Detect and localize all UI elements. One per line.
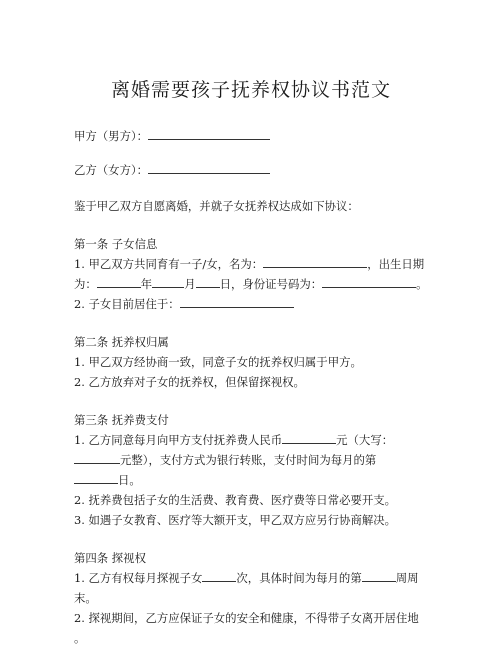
intro-paragraph: 鉴于甲乙双方自愿离婚，并就子女抚养权达成如下协议： [74, 199, 359, 213]
party-a-blank[interactable] [148, 127, 270, 140]
document-title: 离婚需要孩子抚养权协议书范文 [110, 79, 391, 101]
day-label: 日。 [118, 473, 141, 487]
id-number-blank[interactable] [322, 275, 416, 288]
clause-line: 1. 甲乙双方经协商一致，同意子女的抚养权归属于甲方。 [74, 355, 362, 369]
section-2 [74, 332, 428, 392]
section-heading: 第一条 子女信息 [74, 237, 158, 251]
party-a-label: 甲方（男方）： [74, 129, 149, 143]
month-label: 月 [184, 277, 196, 291]
payment-method-label: 元整），支付方式为银行转账，支付时间为每月的第 [120, 453, 377, 467]
amount-words-blank[interactable] [74, 451, 120, 464]
section-heading: 第四条 探视权 [74, 551, 146, 565]
clause-line: 2. 抚养费包括子女的生活费、教育费、医疗费等日常必要开支。 [74, 493, 397, 507]
child-name-blank[interactable] [263, 255, 367, 268]
party-b-label: 乙方（女方）： [74, 163, 149, 177]
child-name-label: 1. 甲乙双方共同育有一子/女，名为： [74, 257, 264, 271]
section-4 [74, 548, 428, 648]
clause-line: 2. 探视期间，乙方应保证子女的安全和健康，不得带子女离开居住地 [74, 611, 419, 625]
id-number-label: 日，身份证号码为： [219, 277, 323, 291]
residence-label: 2. 子女目前居住于： [74, 297, 180, 311]
residence-line [74, 294, 428, 314]
visit-count-blank[interactable] [202, 569, 236, 582]
payment-day-blank[interactable] [74, 471, 118, 484]
clause-line: 。 [74, 631, 86, 645]
child-name-line [74, 254, 428, 274]
payment-day-line [74, 470, 428, 490]
birth-label: 为： [74, 277, 97, 291]
clause-line: 3. 如遇子女教育、医疗等大额开支，甲乙双方应另行协商解决。 [74, 513, 397, 527]
support-amount-line [74, 430, 428, 450]
period: 。 [416, 277, 428, 291]
clause-line: 2. 乙方放弃对子女的抚养权，但保留探视权。 [74, 375, 305, 389]
visit-week-blank[interactable] [362, 569, 396, 582]
party-a-line [74, 126, 428, 146]
payment-line [74, 450, 428, 470]
clause-line: 末。 [74, 591, 97, 605]
support-amount-label: 1. 乙方同意每月向甲方支付抚养费人民币 [74, 433, 283, 447]
weekend-label: 周周 [395, 571, 419, 585]
amount-words-label: 元（大写： [336, 433, 394, 447]
birth-date-label: ，出生日期 [367, 257, 425, 271]
birth-month-blank[interactable] [152, 275, 184, 288]
residence-blank[interactable] [180, 295, 294, 308]
section-3 [74, 410, 428, 530]
section-heading: 第三条 抚养费支付 [74, 413, 169, 427]
visitation-label: 1. 乙方有权每月探视子女 [74, 571, 203, 585]
section-1 [74, 234, 428, 314]
visitation-line [74, 568, 428, 588]
year-label: 年 [140, 277, 153, 291]
birth-id-line [74, 274, 428, 294]
party-b-blank[interactable] [148, 161, 270, 174]
visit-week-label: 次，具体时间为每月的第 [236, 571, 362, 585]
birth-year-blank[interactable] [97, 275, 141, 288]
support-amount-blank[interactable] [282, 431, 336, 444]
party-b-line [74, 160, 428, 180]
birth-day-blank[interactable] [196, 275, 220, 288]
section-heading: 第二条 抚养权归属 [74, 335, 169, 349]
